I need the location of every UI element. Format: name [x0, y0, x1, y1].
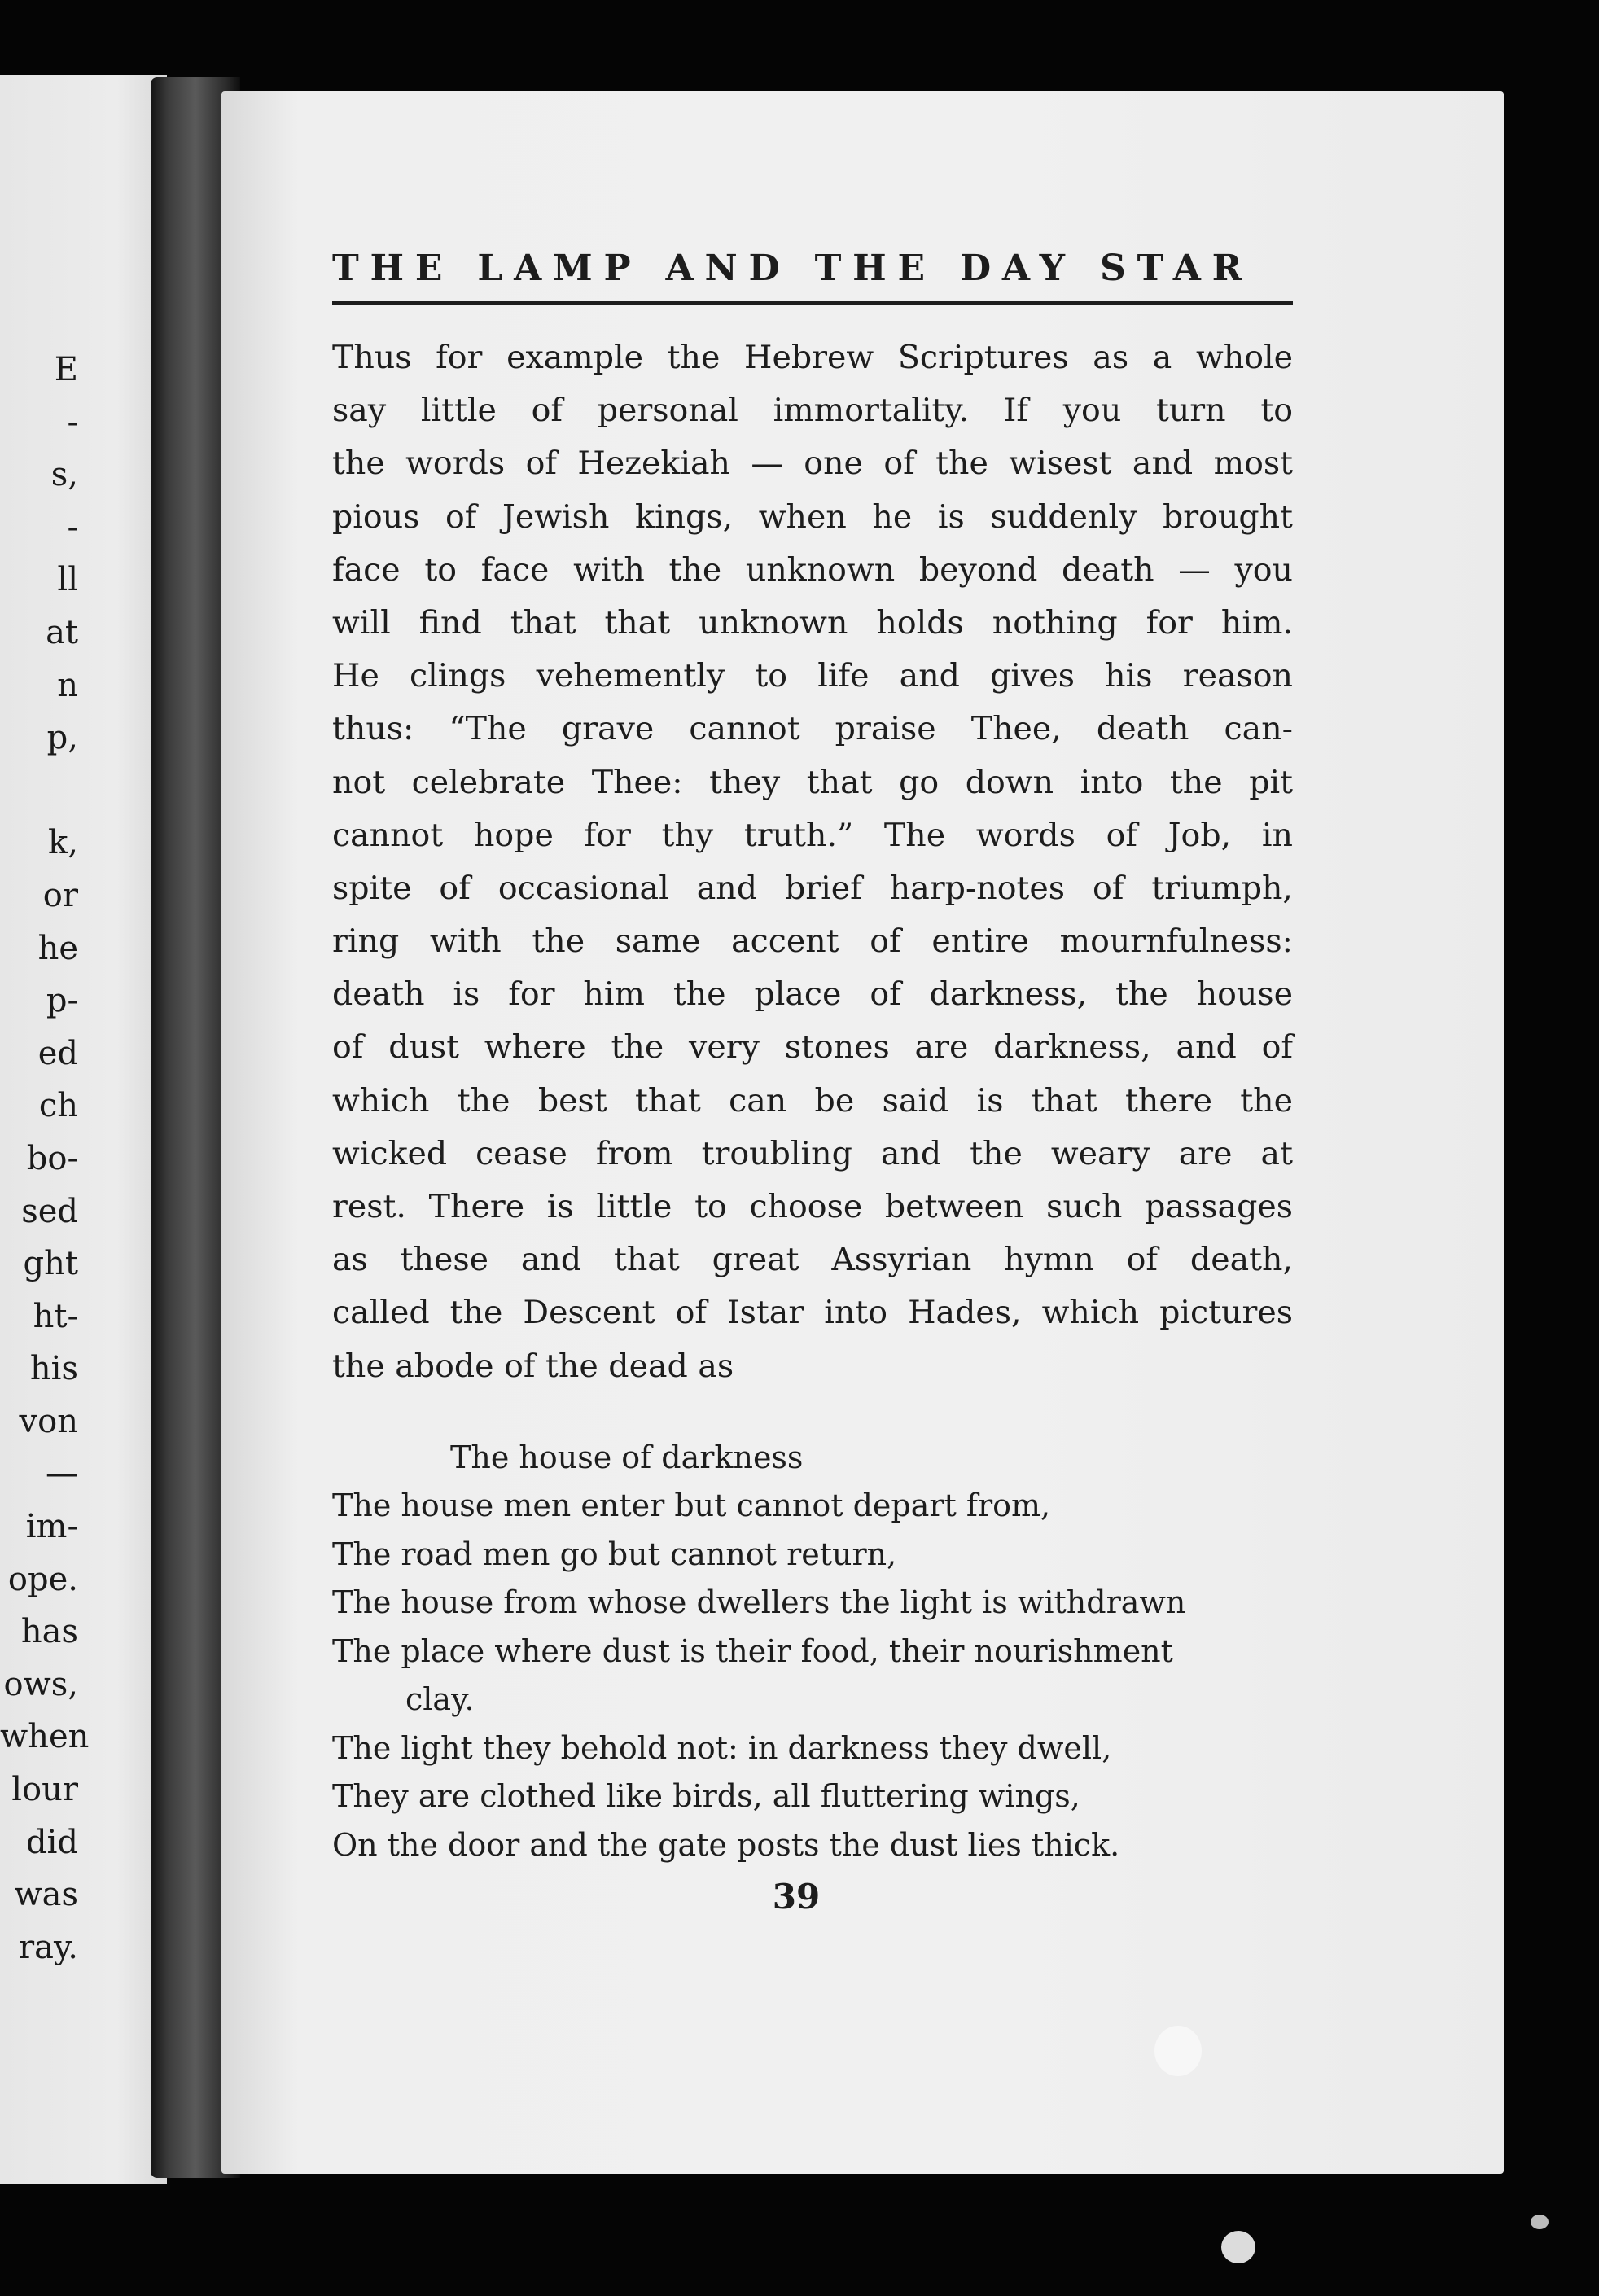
left-fragment: - — [67, 403, 78, 441]
body-paragraph — [332, 331, 1293, 1393]
verse-line: They are clothed like birds, all fluttering wings, — [332, 1778, 1080, 1815]
verse-line: The light they behold not: in darkness they dwell, — [332, 1729, 1112, 1766]
text-line: as these and that great Assyrian hymn of death, — [332, 1241, 1293, 1279]
left-fragment: at — [46, 613, 78, 651]
text-line: rest. There is little to choose between such passages — [332, 1188, 1293, 1225]
left-fragment: - — [67, 508, 78, 546]
left-fragment: n — [57, 666, 78, 704]
verse-line: The house from whose dwellers the light is withdrawn — [332, 1584, 1186, 1621]
verse-line: clay. — [405, 1681, 475, 1718]
text-line: the abode of the dead as — [332, 1347, 734, 1385]
left-fragment: has — [20, 1613, 78, 1651]
left-page-text-fragments — [0, 344, 90, 1974]
text-line: which the best that can be said is that there the — [332, 1081, 1293, 1120]
scan-speck — [1221, 2231, 1255, 2263]
left-fragment: im- — [25, 1508, 78, 1546]
left-fragment: ows, — [3, 1665, 78, 1703]
left-fragment: p, — [46, 719, 78, 757]
text-line: say little of personal immortality. If you turn to — [332, 392, 1293, 430]
left-fragment: ht- — [33, 1297, 78, 1335]
text-line: of dust where the very stones are darkness, and of — [332, 1028, 1293, 1067]
left-fragment: ght — [23, 1245, 78, 1283]
page-number: 39 — [772, 1877, 821, 1917]
running-head: THE LAMP AND THE DAY STAR — [332, 248, 1254, 289]
text-line: pious of Jewish kings, when he is suddenly brought — [332, 497, 1293, 536]
left-fragment: ch — [38, 1087, 78, 1125]
left-fragment: ray. — [19, 1928, 78, 1966]
scan-speck — [1154, 2026, 1202, 2076]
text-line: wicked cease from troubling and the weary are at — [332, 1134, 1293, 1172]
left-fragment: ll — [57, 561, 78, 599]
left-fragment: lour — [11, 1771, 78, 1809]
verse-line: The house of darkness — [450, 1439, 804, 1475]
left-fragment: k, — [48, 824, 78, 862]
text-line: ring with the same accent of entire mournfulness: — [332, 922, 1293, 961]
verse-line: On the door and the gate posts the dust lies thick. — [332, 1826, 1120, 1863]
left-fragment: E — [54, 351, 78, 388]
header-rule — [332, 301, 1293, 305]
left-fragment: did — [25, 1823, 78, 1861]
left-fragment: was — [14, 1876, 78, 1914]
left-fragment: — — [46, 1455, 78, 1493]
text-line: spite of occasional and brief harp-notes of triumph, — [332, 869, 1293, 907]
text-line: called the Descent of Istar into Hades, which pictures — [332, 1294, 1293, 1332]
scan-speck — [1531, 2215, 1549, 2229]
text-line: Thus for example the Hebrew Scriptures as a whole — [332, 339, 1293, 376]
left-fragment: s, — [50, 456, 78, 494]
text-line: will find that that unknown holds nothing for him. — [332, 603, 1293, 642]
text-line: death is for him the place of darkness, the house — [332, 975, 1293, 1014]
text-line: the words of Hezekiah — one of the wisest and most — [332, 445, 1293, 483]
left-fragment: or — [42, 876, 78, 914]
text-line: cannot hope for thy truth.” The words of Job, in — [332, 816, 1293, 854]
verse-line: The place where dust is their food, their nourishment — [332, 1632, 1173, 1669]
left-fragment: von — [19, 1402, 78, 1440]
left-fragment: bo- — [26, 1139, 78, 1177]
left-fragment: his — [29, 1350, 78, 1388]
left-fragment: ed — [37, 1034, 78, 1072]
text-line: He clings vehemently to life and gives his reason — [332, 657, 1293, 695]
left-fragment: ope. — [7, 1560, 78, 1598]
verse-line: The road men go but cannot return, — [332, 1536, 897, 1572]
text-line: thus: “The grave cannot praise Thee, death can- — [332, 710, 1293, 748]
left-fragment: sed — [21, 1192, 78, 1230]
left-fragment: he — [37, 929, 78, 967]
text-line: not celebrate Thee: they that go down into the pit — [332, 763, 1293, 801]
left-page — [0, 75, 167, 2184]
left-fragment: p- — [46, 982, 78, 1020]
left-fragment — [0, 765, 78, 817]
left-fragment: when — [0, 1718, 90, 1756]
page-content — [332, 238, 1293, 1921]
verse-block — [332, 1434, 1293, 1870]
text-line: face to face with the unknown beyond death — you — [332, 550, 1293, 589]
verse-line: The house men enter but cannot depart from, — [332, 1488, 1051, 1524]
